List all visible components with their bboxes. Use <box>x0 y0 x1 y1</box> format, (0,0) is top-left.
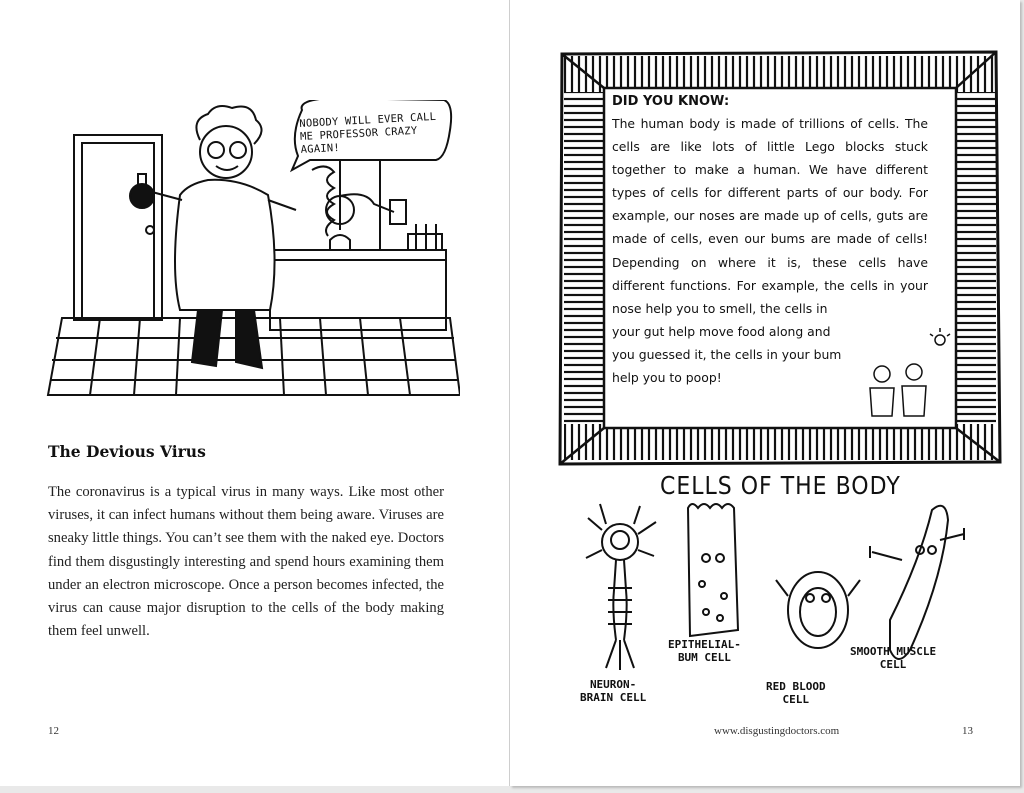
cell-label-red-blood: RED BLOOD CELL <box>766 680 826 706</box>
left-page <box>0 0 510 786</box>
did-you-know-title: DID YOU KNOW: <box>612 94 730 109</box>
did-you-know-main: The human body is made of trillions of cells. The cells are like lots of little Lego blocks stuck together to make a human. We have different types of cells for different parts of our body. For example, our noses are made up of cells, guts are made of cells, even our bums are made of cells! Depending on where it is, these cells have different functions. For example, the cells in your nose help you to smell, the cells in <box>612 116 928 316</box>
cells-title: CELLS OF THE BODY <box>660 472 901 501</box>
cell-label-neuron: NEURON- BRAIN CELL <box>580 678 647 704</box>
did-you-know-text <box>612 112 928 389</box>
page-number-left: 12 <box>48 725 59 737</box>
website-url: www.disgustingdoctors.com <box>714 725 840 737</box>
did-you-know-narrow: your gut help move food along and you guessed it, the cells in your bum help you to poop! <box>612 323 842 386</box>
did-you-know-box <box>604 92 934 422</box>
section-heading: The Devious Virus <box>48 442 206 461</box>
cell-label-smooth-muscle: SMOOTH MUSCLE CELL <box>850 645 937 671</box>
page-number-right: 13 <box>962 725 973 737</box>
body-paragraph: The coronavirus is a typical virus in many ways. Like most other viruses, it can infect humans without them being aware. Viruses are sneaky little things. You can’t see them with the naked eye. Doctors find them disgustingly interesting and spend hours examining them under an electron microscope. Once a person becomes infected, the virus can cause major disruption to the cells of the body making them feel unwell. <box>48 484 444 640</box>
right-page <box>510 0 1020 786</box>
speech-bubble-text: NOBODY WILL EVER CALL ME PROFESSOR CRAZY AGAIN! <box>299 110 437 156</box>
cell-label-epithelial: EPITHELIAL- BUM CELL <box>668 638 741 664</box>
